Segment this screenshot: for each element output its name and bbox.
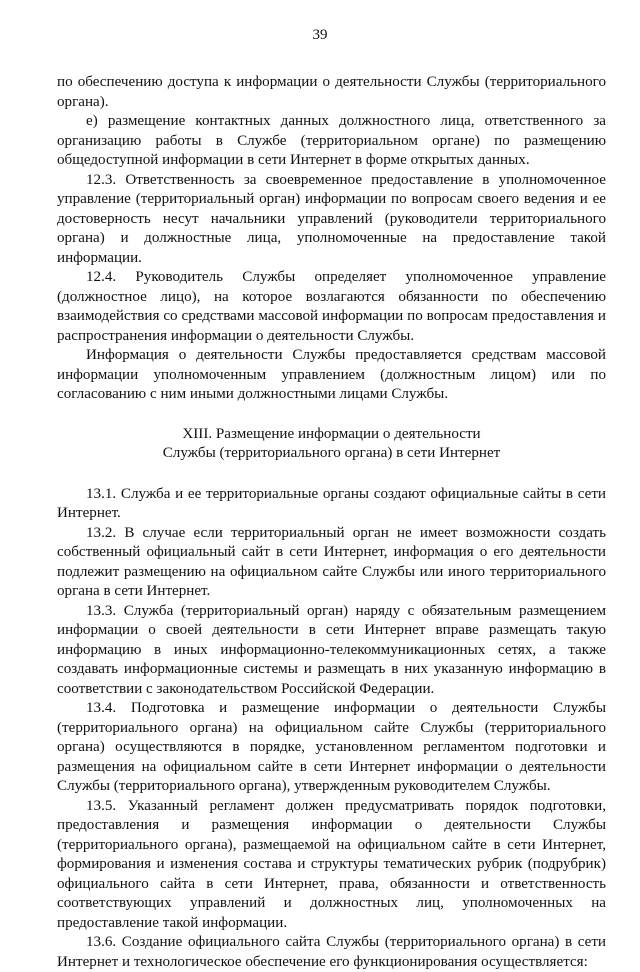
section-title-line-1: XIII. Размещение информации о деятельности xyxy=(182,425,481,442)
section-title xyxy=(57,425,606,464)
paragraph-13-2: 13.2. В случае если территориальный орган не имеет возможности создать собственный официальный сайт в сети Интернет, информация о его деятельности подлежит размещению на официальном сайте Службы или иного территориального органа в сети Интернет. xyxy=(57,524,606,599)
paragraph-12-3: 12.3. Ответственность за своевременное предоставление в уполномоченное управление (территориальный орган) информации по вопросам своего ведения и ее достоверность несут начальники управлений (руководители территориального органа) и должностные лица, уполномоченные на предоставление такой информации. xyxy=(57,171,606,266)
paragraph-media-info: Информация о деятельности Службы предоставляется средствам массовой информации уполномоченным управлением (должностным лицом) или по согласованию с ним иными должностными лицами Службы. xyxy=(57,347,606,402)
paragraph-13-4: 13.4. Подготовка и размещение информации о деятельности Службы (территориального органа) на официальном сайте Службы (территориального органа) осуществляются в порядке, установленном регламентом подготовки и размещения на официальном сайте в сети Интернет информации о деятельности Службы (территориального органа), утвержденным руководителем Службы. xyxy=(57,700,606,794)
paragraph-13-6: 13.6. Создание официального сайта Службы (территориального органа) в сети Интернет и технологическое обеспечение его функционирования осуществляется: xyxy=(57,934,606,970)
paragraph-item-e: е) размещение контактных данных должностного лица, ответственного за организацию работы в Службе (территориальном органе) по размещению общедоступной информации в сети Интернет в форме открытых данных. xyxy=(57,113,606,168)
paragraph-13-1: 13.1. Служба и ее территориальные органы создают официальные сайты в сети Интернет. xyxy=(57,485,606,521)
section-title-line-2: Службы (территориального органа) в сети Интернет xyxy=(162,445,501,461)
paragraph-13-3: 13.3. Служба (территориальный орган) наряду с обязательным размещением информации о своей деятельности в сети Интернет вправе размещать такую информацию в иных информационно-телекоммуникационных сетях, а также создавать информационные системы и размещать в них указанную информацию в соответствии с законодательством Российской Федерации. xyxy=(57,602,606,697)
paragraph-continuation: по обеспечению доступа к информации о деятельности Службы (территориального органа). xyxy=(57,74,606,110)
page-number: 39 xyxy=(312,27,328,43)
paragraph-13-5: 13.5. Указанный регламент должен предусматривать порядок подготовки, предоставления и размещения информации о деятельности Службы (территориального органа), размещаемой на официальном сайте в сети Интернет, формирования и изменения состава и структуры тематических рубрик (подрубрик) официального сайта в сети Интернет, права, обязанности и ответственность соответствующих управлений и должностных лиц, уполномоченных на предоставление такой информации. xyxy=(57,797,606,931)
paragraph-12-4: 12.4. Руководитель Службы определяет уполномоченное управление (должностное лицо), на которое возлагаются обязанности по обеспечению взаимодействия со средствами массовой информации по вопросам предоставления и распространения информации о деятельности Службы. xyxy=(57,269,606,344)
document-body xyxy=(57,73,606,972)
